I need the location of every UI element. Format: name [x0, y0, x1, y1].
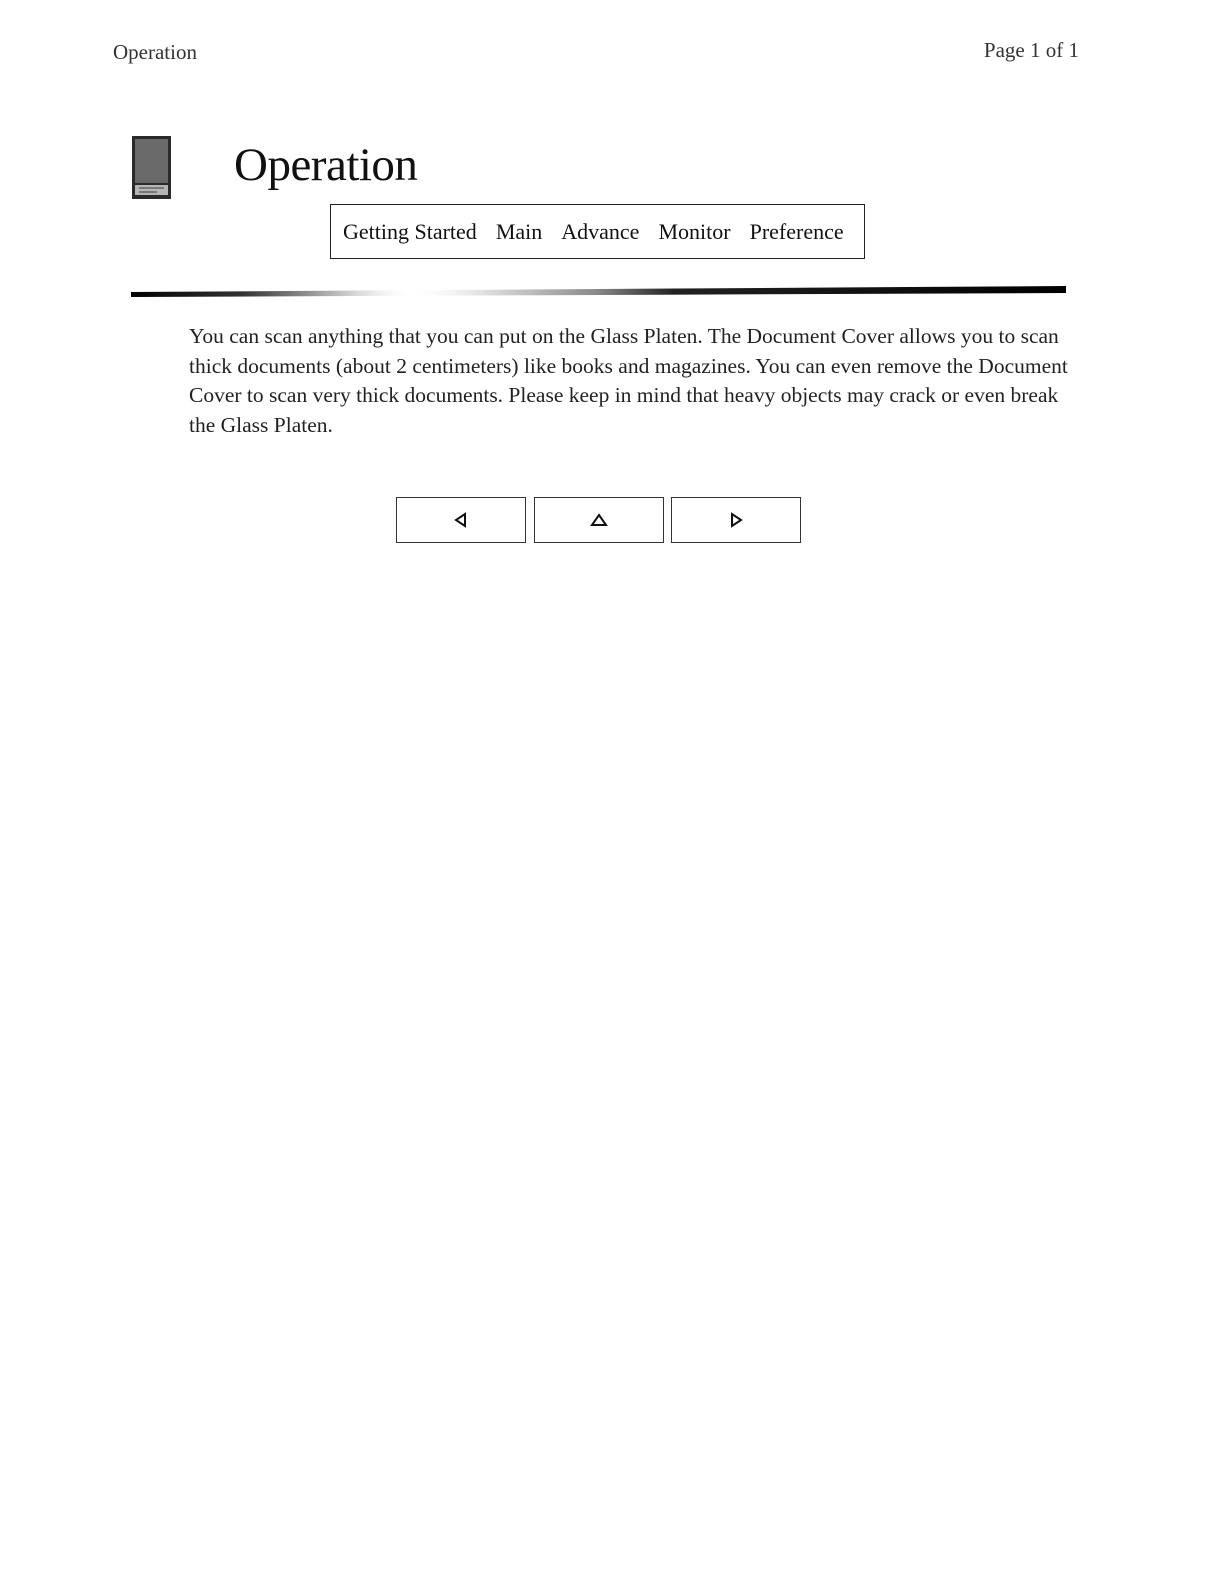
- triangle-left-icon: [452, 511, 470, 529]
- book-icon: [131, 135, 172, 200]
- body-paragraph: You can scan anything that you can put on the Glass Platen. The Document Cover allows you to scan thick documents (about 2 centimeters) like books and magazines. You can even remove the Document Cover to scan very thick documents. Please keep in mind that heavy objects may crack or even break the Glass Platen.: [189, 324, 1068, 437]
- horizontal-divider: [131, 284, 1066, 298]
- next-button[interactable]: [671, 497, 801, 543]
- nav-link-advance[interactable]: Advance: [561, 218, 640, 244]
- triangle-right-icon: [727, 511, 745, 529]
- nav-link-preference[interactable]: Preference: [749, 218, 844, 244]
- page-counter: Page 1 of 1: [983, 38, 1079, 62]
- nav-link-main[interactable]: Main: [495, 218, 543, 244]
- section-nav: [330, 204, 865, 259]
- previous-button[interactable]: [396, 497, 526, 543]
- up-button[interactable]: [534, 497, 664, 543]
- running-header-title: Operation: [113, 40, 197, 64]
- page-navigation: [396, 497, 804, 545]
- triangle-up-icon: [590, 511, 608, 529]
- page-title: Operation: [234, 139, 418, 191]
- nav-link-getting-started[interactable]: Getting Started: [343, 218, 477, 244]
- nav-link-monitor[interactable]: Monitor: [658, 218, 731, 244]
